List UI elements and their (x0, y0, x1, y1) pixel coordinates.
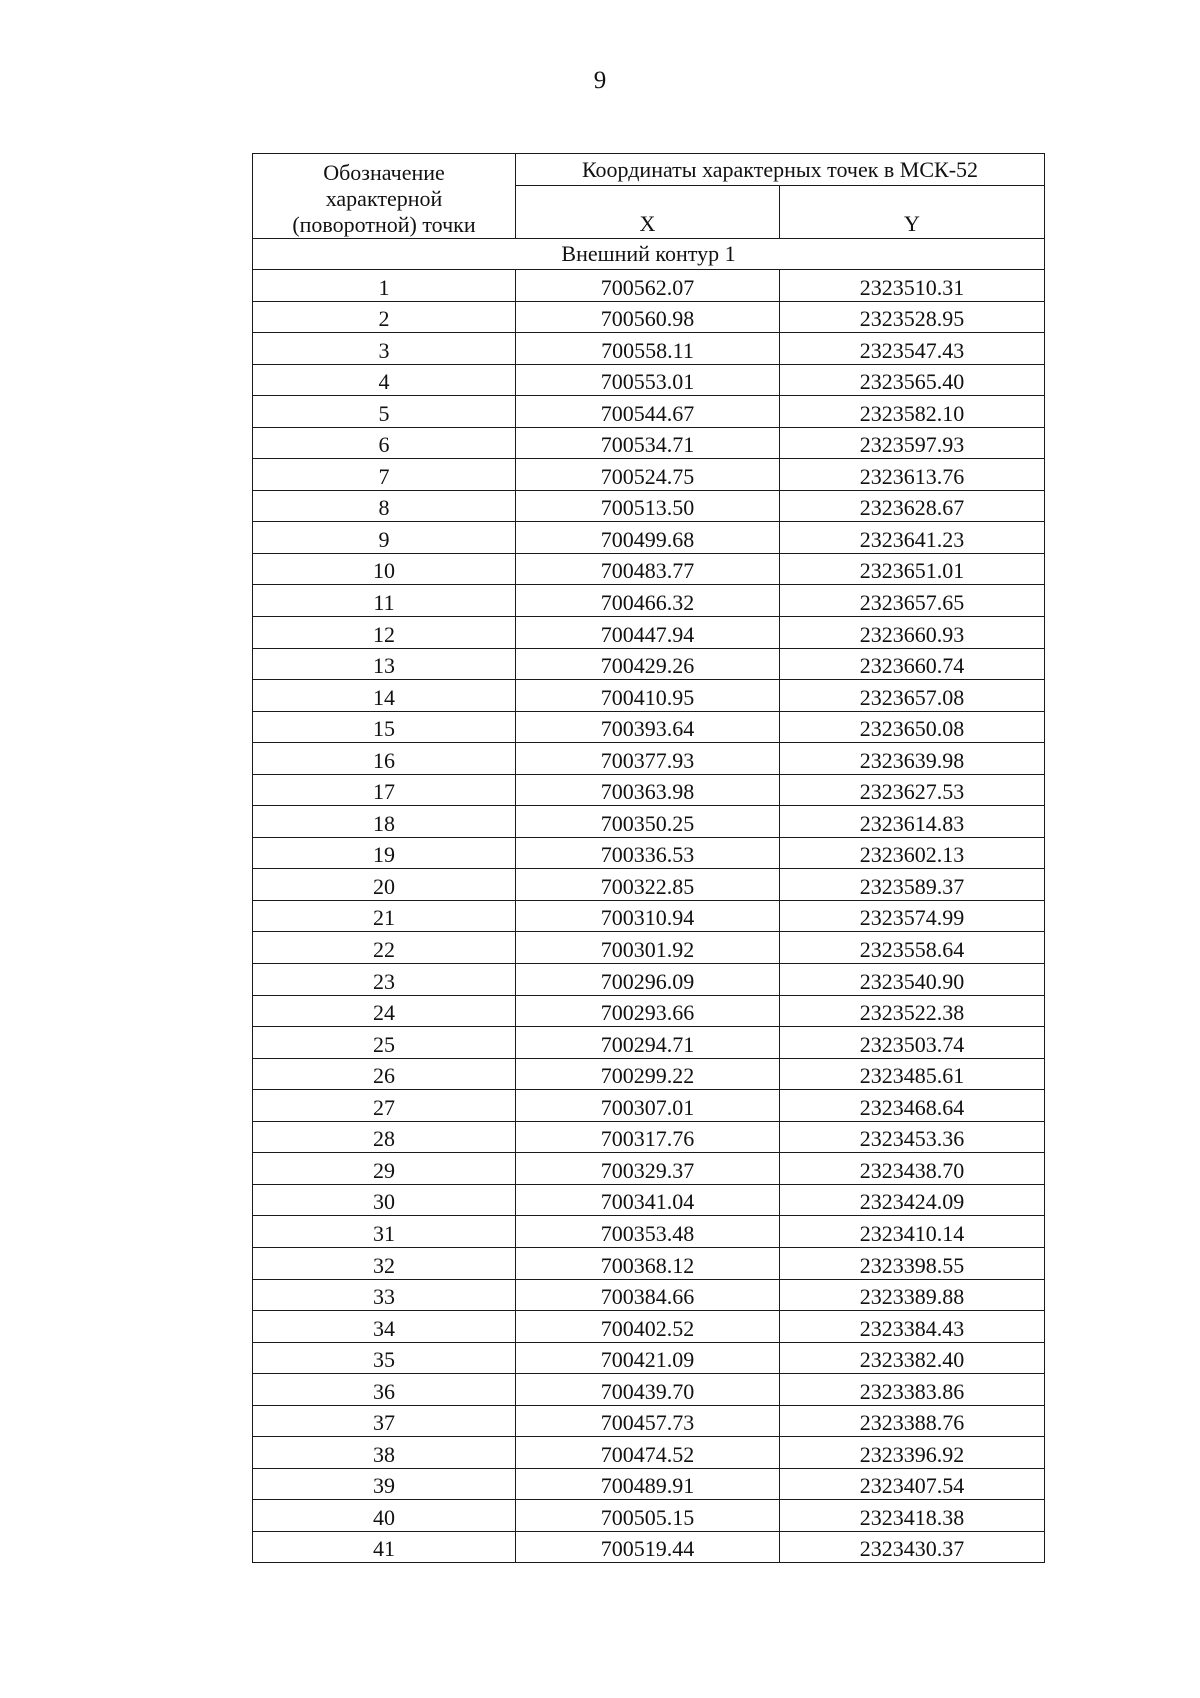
coordinates-table (252, 153, 1045, 1563)
x-coordinate-cell: 700307.01 (516, 1090, 780, 1122)
point-number-cell: 10 (253, 553, 516, 585)
point-number-cell: 15 (253, 711, 516, 743)
table-row (253, 1121, 1045, 1153)
x-coordinate-cell: 700519.44 (516, 1531, 780, 1563)
point-number-cell: 36 (253, 1374, 516, 1406)
point-number-cell: 6 (253, 427, 516, 459)
table-row (253, 964, 1045, 996)
x-coordinate-cell: 700457.73 (516, 1405, 780, 1437)
table-row (253, 1437, 1045, 1469)
x-coordinate-cell: 700350.25 (516, 806, 780, 838)
table-row (253, 900, 1045, 932)
designation-header-line-3: (поворотной) точки (292, 212, 476, 237)
point-number-cell: 7 (253, 459, 516, 491)
table-row (253, 301, 1045, 333)
x-coordinate-cell: 700410.95 (516, 680, 780, 712)
x-coordinate-cell: 700353.48 (516, 1216, 780, 1248)
point-number-cell: 34 (253, 1311, 516, 1343)
table-row (253, 680, 1045, 712)
point-number-cell: 1 (253, 270, 516, 302)
table-row (253, 490, 1045, 522)
table-row (253, 743, 1045, 775)
point-number-cell: 41 (253, 1531, 516, 1563)
table-row (253, 1279, 1045, 1311)
point-number-cell: 9 (253, 522, 516, 554)
y-coordinate-cell: 2323410.14 (780, 1216, 1045, 1248)
y-coordinate-cell: 2323565.40 (780, 364, 1045, 396)
table-row (253, 364, 1045, 396)
y-coordinate-cell: 2323660.93 (780, 617, 1045, 649)
x-coordinate-cell: 700368.12 (516, 1247, 780, 1279)
y-coordinate-cell: 2323614.83 (780, 806, 1045, 838)
point-number-cell: 11 (253, 585, 516, 617)
x-coordinate-cell: 700329.37 (516, 1153, 780, 1185)
point-number-cell: 3 (253, 333, 516, 365)
section-row (253, 239, 1045, 270)
x-coordinate-cell: 700534.71 (516, 427, 780, 459)
designation-header-line-2: характерной (325, 186, 443, 211)
point-number-cell: 38 (253, 1437, 516, 1469)
y-coordinate-cell: 2323407.54 (780, 1468, 1045, 1500)
table-row (253, 1342, 1045, 1374)
table-row (253, 1216, 1045, 1248)
x-coordinate-cell: 700524.75 (516, 459, 780, 491)
table-row (253, 1153, 1045, 1185)
y-coordinate-cell: 2323528.95 (780, 301, 1045, 333)
y-coordinate-cell: 2323613.76 (780, 459, 1045, 491)
table-row (253, 1468, 1045, 1500)
y-coordinate-cell: 2323384.43 (780, 1311, 1045, 1343)
section-label: Внешний контур 1 (253, 239, 1045, 270)
table-row (253, 1374, 1045, 1406)
y-coordinate-cell: 2323627.53 (780, 774, 1045, 806)
x-coordinate-cell: 700558.11 (516, 333, 780, 365)
table-row (253, 711, 1045, 743)
x-coordinate-cell: 700421.09 (516, 1342, 780, 1374)
point-number-cell: 4 (253, 364, 516, 396)
y-coordinate-cell: 2323639.98 (780, 743, 1045, 775)
table-row (253, 522, 1045, 554)
y-coordinate-cell: 2323418.38 (780, 1500, 1045, 1532)
table-row (253, 1247, 1045, 1279)
x-coordinate-cell: 700499.68 (516, 522, 780, 554)
y-coordinate-cell: 2323540.90 (780, 964, 1045, 996)
x-coordinate-cell: 700363.98 (516, 774, 780, 806)
header-row-1 (253, 154, 1045, 186)
y-coordinate-cell: 2323650.08 (780, 711, 1045, 743)
point-number-cell: 22 (253, 932, 516, 964)
x-coordinate-cell: 700429.26 (516, 648, 780, 680)
x-coordinate-cell: 700317.76 (516, 1121, 780, 1153)
x-coordinate-cell: 700439.70 (516, 1374, 780, 1406)
table-row (253, 1500, 1045, 1532)
point-number-cell: 29 (253, 1153, 516, 1185)
table-row (253, 1090, 1045, 1122)
page-number: 9 (593, 67, 607, 94)
x-coordinate-cell: 700483.77 (516, 553, 780, 585)
table-row (253, 806, 1045, 838)
x-coordinate-cell: 700384.66 (516, 1279, 780, 1311)
point-number-cell: 39 (253, 1468, 516, 1500)
point-number-cell: 30 (253, 1184, 516, 1216)
x-coordinate-cell: 700474.52 (516, 1437, 780, 1469)
table-row (253, 1311, 1045, 1343)
y-coordinate-cell: 2323574.99 (780, 900, 1045, 932)
y-coordinate-cell: 2323602.13 (780, 837, 1045, 869)
table-row (253, 553, 1045, 585)
table-row (253, 1184, 1045, 1216)
y-coordinate-cell: 2323485.61 (780, 1058, 1045, 1090)
y-coordinate-cell: 2323628.67 (780, 490, 1045, 522)
table-row (253, 869, 1045, 901)
y-coordinate-cell: 2323651.01 (780, 553, 1045, 585)
table-row (253, 648, 1045, 680)
y-coordinate-cell: 2323657.08 (780, 680, 1045, 712)
table-row (253, 1058, 1045, 1090)
y-coordinate-cell: 2323424.09 (780, 1184, 1045, 1216)
x-coordinate-cell: 700560.98 (516, 301, 780, 333)
point-number-cell: 20 (253, 869, 516, 901)
y-coordinate-cell: 2323430.37 (780, 1531, 1045, 1563)
y-coordinate-cell: 2323660.74 (780, 648, 1045, 680)
point-number-cell: 28 (253, 1121, 516, 1153)
table-body (253, 239, 1045, 1563)
x-coordinate-cell: 700489.91 (516, 1468, 780, 1500)
table-row (253, 585, 1045, 617)
x-coordinate-cell: 700310.94 (516, 900, 780, 932)
table-row (253, 1405, 1045, 1437)
table-row (253, 837, 1045, 869)
point-number-cell: 17 (253, 774, 516, 806)
x-coordinate-cell: 700322.85 (516, 869, 780, 901)
y-coordinate-cell: 2323396.92 (780, 1437, 1045, 1469)
point-number-cell: 2 (253, 301, 516, 333)
y-coordinate-cell: 2323641.23 (780, 522, 1045, 554)
x-column-header: X (516, 186, 780, 239)
table-row (253, 270, 1045, 302)
table-row (253, 396, 1045, 428)
x-coordinate-cell: 700447.94 (516, 617, 780, 649)
y-coordinate-cell: 2323582.10 (780, 396, 1045, 428)
table-row (253, 932, 1045, 964)
point-number-cell: 21 (253, 900, 516, 932)
y-coordinate-cell: 2323547.43 (780, 333, 1045, 365)
y-coordinate-cell: 2323522.38 (780, 995, 1045, 1027)
table-row (253, 459, 1045, 491)
y-coordinate-cell: 2323468.64 (780, 1090, 1045, 1122)
y-coordinate-cell: 2323382.40 (780, 1342, 1045, 1374)
point-number-cell: 37 (253, 1405, 516, 1437)
x-coordinate-cell: 700296.09 (516, 964, 780, 996)
table-row (253, 995, 1045, 1027)
point-number-cell: 33 (253, 1279, 516, 1311)
x-coordinate-cell: 700544.67 (516, 396, 780, 428)
y-coordinate-cell: 2323438.70 (780, 1153, 1045, 1185)
point-number-cell: 5 (253, 396, 516, 428)
point-number-cell: 40 (253, 1500, 516, 1532)
coordinates-group-header: Координаты характерных точек в МСК-52 (516, 154, 1045, 186)
x-coordinate-cell: 700341.04 (516, 1184, 780, 1216)
x-coordinate-cell: 700336.53 (516, 837, 780, 869)
y-coordinate-cell: 2323510.31 (780, 270, 1045, 302)
point-number-cell: 27 (253, 1090, 516, 1122)
y-coordinate-cell: 2323383.86 (780, 1374, 1045, 1406)
table-row (253, 617, 1045, 649)
point-number-cell: 35 (253, 1342, 516, 1374)
x-coordinate-cell: 700562.07 (516, 270, 780, 302)
point-number-cell: 8 (253, 490, 516, 522)
y-coordinate-cell: 2323453.36 (780, 1121, 1045, 1153)
y-coordinate-cell: 2323558.64 (780, 932, 1045, 964)
designation-header (253, 154, 516, 239)
point-number-cell: 24 (253, 995, 516, 1027)
point-number-cell: 16 (253, 743, 516, 775)
y-coordinate-cell: 2323389.88 (780, 1279, 1045, 1311)
x-coordinate-cell: 700301.92 (516, 932, 780, 964)
table-header (253, 154, 1045, 239)
point-number-cell: 18 (253, 806, 516, 838)
x-coordinate-cell: 700293.66 (516, 995, 780, 1027)
y-coordinate-cell: 2323398.55 (780, 1247, 1045, 1279)
point-number-cell: 26 (253, 1058, 516, 1090)
y-column-header: Y (780, 186, 1045, 239)
point-number-cell: 12 (253, 617, 516, 649)
point-number-cell: 19 (253, 837, 516, 869)
table-row (253, 427, 1045, 459)
point-number-cell: 14 (253, 680, 516, 712)
x-coordinate-cell: 700299.22 (516, 1058, 780, 1090)
y-coordinate-cell: 2323589.37 (780, 869, 1045, 901)
x-coordinate-cell: 700294.71 (516, 1027, 780, 1059)
x-coordinate-cell: 700553.01 (516, 364, 780, 396)
point-number-cell: 23 (253, 964, 516, 996)
table-row (253, 333, 1045, 365)
designation-header-line-1: Обозначение (323, 160, 445, 185)
point-number-cell: 13 (253, 648, 516, 680)
point-number-cell: 25 (253, 1027, 516, 1059)
x-coordinate-cell: 700513.50 (516, 490, 780, 522)
y-coordinate-cell: 2323657.65 (780, 585, 1045, 617)
x-coordinate-cell: 700505.15 (516, 1500, 780, 1532)
y-coordinate-cell: 2323597.93 (780, 427, 1045, 459)
table-row (253, 1027, 1045, 1059)
point-number-cell: 31 (253, 1216, 516, 1248)
x-coordinate-cell: 700377.93 (516, 743, 780, 775)
x-coordinate-cell: 700466.32 (516, 585, 780, 617)
table-row (253, 1531, 1045, 1563)
x-coordinate-cell: 700393.64 (516, 711, 780, 743)
x-coordinate-cell: 700402.52 (516, 1311, 780, 1343)
y-coordinate-cell: 2323503.74 (780, 1027, 1045, 1059)
y-coordinate-cell: 2323388.76 (780, 1405, 1045, 1437)
table-row (253, 774, 1045, 806)
point-number-cell: 32 (253, 1247, 516, 1279)
